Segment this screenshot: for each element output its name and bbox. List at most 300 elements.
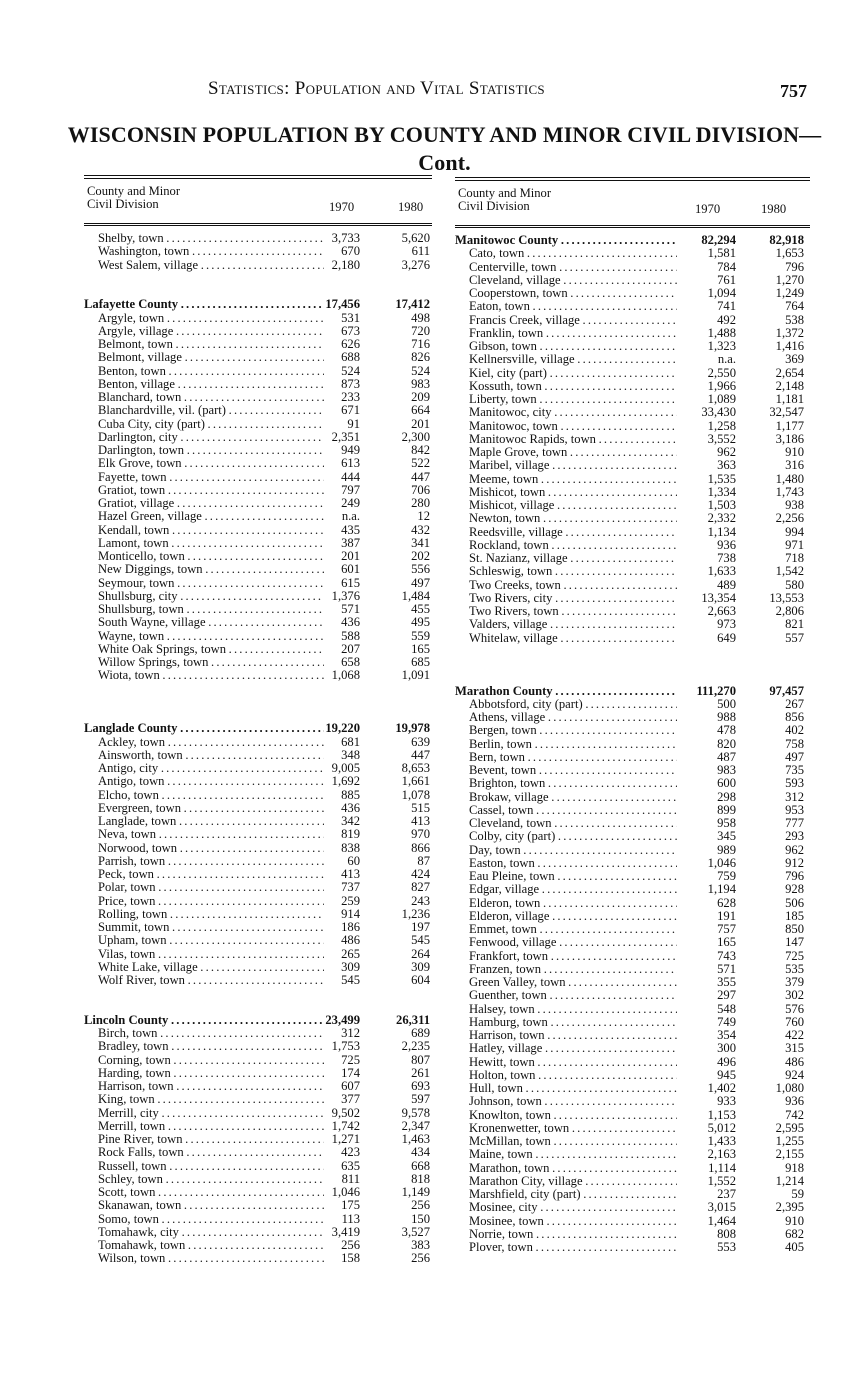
division-name: Plover, town . . . <box>469 1241 677 1254</box>
population-1980: 264 <box>411 946 430 961</box>
population-1970: 524 <box>341 363 360 378</box>
population-1980: 19,978 <box>395 721 430 736</box>
population-1980: 524 <box>411 363 430 378</box>
population-1980: 506 <box>785 895 804 910</box>
population-1980: 2,595 <box>775 1120 804 1135</box>
division-name: Kendall, town . . . <box>98 524 324 537</box>
table-row <box>455 1069 810 1082</box>
table-row <box>455 367 810 380</box>
population-1970: 158 <box>341 1251 360 1266</box>
division-name: Guenther, town . . . <box>469 989 677 1002</box>
population-1980: 1,236 <box>401 906 430 921</box>
table-row <box>455 526 810 539</box>
population-1970: 487 <box>717 749 736 764</box>
population-1970: 500 <box>717 696 736 711</box>
population-1970: 436 <box>341 800 360 815</box>
division-name: Schley, town . . . <box>98 1173 324 1186</box>
population-1980: 424 <box>411 867 430 881</box>
table-row <box>455 300 810 313</box>
division-name: Reedsville, village . . . <box>469 526 677 539</box>
population-1970: 33,430 <box>701 405 736 420</box>
division-name: Gratiot, village . . . <box>98 497 324 510</box>
county-row <box>84 298 432 311</box>
division-name: Upham, town . . . <box>98 934 324 947</box>
table-row <box>84 1160 432 1173</box>
division-name: Marshfield, city (part) . . . <box>469 1188 677 1201</box>
table-row <box>84 948 432 961</box>
table-row <box>455 844 810 857</box>
population-1980: 185 <box>785 908 804 923</box>
population-1970: 615 <box>341 575 360 590</box>
population-1970: 1,046 <box>331 1185 360 1199</box>
header-division-line-2: Civil Division <box>458 199 530 213</box>
division-name: Antigo, city . . . <box>98 762 324 775</box>
population-1970: 1,089 <box>707 392 736 406</box>
division-name: Franklin, town . . . <box>469 327 677 340</box>
population-1980: 685 <box>411 655 430 669</box>
table-row <box>84 563 432 576</box>
population-1980: 1,149 <box>401 1185 430 1199</box>
population-1970: 548 <box>717 1001 736 1016</box>
division-name: Bevent, town . . . <box>469 764 677 777</box>
table-row <box>455 287 810 300</box>
division-name: Abbotsford, city (part) . . . <box>469 698 677 711</box>
table-row <box>455 1029 810 1042</box>
division-name: Marathon County . . . <box>455 685 677 698</box>
population-1980: 26,311 <box>396 1012 430 1027</box>
population-1980: 597 <box>411 1092 430 1107</box>
table-row <box>84 1067 432 1080</box>
population-1980: 796 <box>785 869 804 883</box>
population-1970: 249 <box>341 496 360 510</box>
population-1970: 345 <box>717 829 736 844</box>
table-row <box>455 1016 810 1029</box>
population-1980: 1,270 <box>775 272 804 287</box>
table-row <box>84 338 432 351</box>
division-name: Cleveland, town . . . <box>469 817 677 830</box>
population-1970: 914 <box>341 906 360 921</box>
population-1970: 19,220 <box>325 721 360 736</box>
population-1970: 545 <box>341 973 360 987</box>
population-1970: 626 <box>341 337 360 351</box>
population-1970: 478 <box>717 723 736 738</box>
population-1980: 910 <box>785 1213 804 1228</box>
population-1970: 2,180 <box>331 257 360 272</box>
population-1980: 1,214 <box>775 1173 804 1188</box>
table-row <box>455 950 810 963</box>
division-name: Newton, town . . . <box>469 512 677 525</box>
division-name: Two Rivers, city . . . <box>469 592 677 605</box>
population-1970: 348 <box>341 747 360 762</box>
population-1980: 764 <box>785 299 804 314</box>
table-row <box>455 817 810 830</box>
population-1980: 1,743 <box>775 484 804 499</box>
division-name: Darlington, city . . . <box>98 431 324 444</box>
population-1980: 8,653 <box>401 761 430 775</box>
population-1970: 962 <box>717 445 736 459</box>
table-row <box>455 592 810 605</box>
population-1980: 495 <box>411 615 430 630</box>
table-row <box>84 1080 432 1093</box>
population-1970: 233 <box>341 390 360 404</box>
table-row <box>84 391 432 404</box>
population-1980: 593 <box>785 776 804 791</box>
population-1980: 1,661 <box>401 774 430 789</box>
table-row <box>455 1042 810 1055</box>
population-1980: 455 <box>411 602 430 616</box>
division-name: Wayne, town . . . <box>98 630 324 643</box>
population-1980: 1,484 <box>401 588 430 603</box>
table-row <box>455 499 810 512</box>
population-1980: 13,553 <box>769 590 804 605</box>
population-1970: 312 <box>341 1026 360 1040</box>
division-name: Gibson, town . . . <box>469 340 677 353</box>
section-title: Statistics: Population and Vital Statistics <box>208 78 545 99</box>
spacer <box>455 671 810 684</box>
division-name: Parrish, town . . . <box>98 855 324 868</box>
population-1980: 302 <box>785 988 804 1003</box>
population-1970: 1,323 <box>707 339 736 353</box>
population-1970: 1,271 <box>331 1132 360 1146</box>
division-name: Frankfort, town . . . <box>469 950 677 963</box>
population-1980: 983 <box>411 376 430 391</box>
population-1980: 3,527 <box>401 1224 430 1239</box>
division-name: Ackley, town . . . <box>98 736 324 749</box>
population-1970: 2,663 <box>707 604 736 618</box>
division-name: Pine River, town . . . <box>98 1133 324 1146</box>
table-row <box>84 603 432 616</box>
table-row <box>455 1175 810 1188</box>
population-1980: 12 <box>417 509 430 524</box>
population-1970: 688 <box>341 350 360 365</box>
population-1970: 819 <box>341 827 360 842</box>
population-1980: 2,654 <box>775 365 804 380</box>
population-1970: 1,334 <box>707 484 736 499</box>
population-1980: 447 <box>411 747 430 762</box>
division-name: White Oak Springs, town . . . <box>98 643 324 656</box>
population-1980: 315 <box>785 1041 804 1056</box>
population-1980: 720 <box>411 323 430 338</box>
population-1980: 559 <box>411 628 430 643</box>
population-1980: 818 <box>411 1171 430 1186</box>
population-1980: 639 <box>411 734 430 749</box>
division-name: Birch, town . . . <box>98 1027 324 1040</box>
division-name: Marathon City, village . . . <box>469 1175 677 1188</box>
population-1970: 265 <box>341 946 360 961</box>
population-1970: 808 <box>717 1226 736 1241</box>
table-row <box>455 777 810 790</box>
population-1980: 1,463 <box>401 1132 430 1146</box>
table-row <box>455 565 810 578</box>
population-1980: 1,091 <box>401 668 430 683</box>
table-row <box>84 1252 432 1265</box>
division-name: Antigo, town . . . <box>98 775 324 788</box>
population-1980: 928 <box>785 882 804 897</box>
population-1970: 1,535 <box>707 471 736 486</box>
population-1970: 571 <box>717 961 736 976</box>
table-row <box>84 245 432 258</box>
table-row <box>455 393 810 406</box>
population-1980: 2,235 <box>401 1039 430 1054</box>
population-1980: 17,412 <box>395 297 430 312</box>
table-row <box>84 312 432 325</box>
population-1970: 17,456 <box>325 297 360 312</box>
population-1970: 186 <box>341 920 360 934</box>
population-1970: 983 <box>717 763 736 777</box>
division-name: Argyle, village . . . <box>98 325 324 338</box>
division-name: Hamburg, town . . . <box>469 1016 677 1029</box>
division-name: Athens, village . . . <box>469 711 677 724</box>
population-1970: 1,376 <box>331 588 360 603</box>
population-1980: 497 <box>411 575 430 590</box>
population-1980: 97,457 <box>769 683 804 698</box>
population-1970: 2,550 <box>707 365 736 380</box>
division-name: Gratiot, town . . . <box>98 484 324 497</box>
table-row <box>84 1093 432 1106</box>
population-1980: 1,542 <box>775 564 804 579</box>
table-row <box>455 420 810 433</box>
header-division <box>87 185 180 211</box>
division-name: Blanchard, town . . . <box>98 391 324 404</box>
table-row <box>84 775 432 788</box>
division-name: Valders, village . . . <box>469 618 677 631</box>
population-1970: 3,552 <box>707 431 736 446</box>
table-row <box>455 870 810 883</box>
table-row <box>84 616 432 629</box>
population-1980: 777 <box>785 816 804 830</box>
population-1970: 2,163 <box>707 1147 736 1162</box>
division-name: Benton, village . . . <box>98 378 324 391</box>
division-name: Centerville, town . . . <box>469 261 677 274</box>
division-name: Norrie, town . . . <box>469 1228 677 1241</box>
population-1980: 580 <box>785 577 804 592</box>
division-name: Whitelaw, village . . . <box>469 632 677 645</box>
division-name: Shullsburg, town . . . <box>98 603 324 616</box>
table-row <box>455 989 810 1002</box>
population-1970: 989 <box>717 842 736 857</box>
table-row <box>84 1239 432 1252</box>
division-name: McMillan, town . . . <box>469 1135 677 1148</box>
division-name: Polar, town . . . <box>98 881 324 894</box>
division-name: Manitowoc, town . . . <box>469 420 677 433</box>
population-1980: 953 <box>785 802 804 817</box>
division-name: Meeme, town . . . <box>469 473 677 486</box>
population-1980: 535 <box>785 961 804 976</box>
division-name: Halsey, town . . . <box>469 1003 677 1016</box>
table-row <box>455 406 810 419</box>
table-row <box>84 921 432 934</box>
header-1980: 1980 <box>398 200 424 214</box>
population-1980: 693 <box>411 1079 430 1093</box>
table-row <box>455 857 810 870</box>
population-1980: 668 <box>411 1158 430 1173</box>
table-row <box>455 724 810 737</box>
division-name: Two Creeks, town . . . <box>469 579 677 592</box>
population-1970: 1,581 <box>707 246 736 261</box>
population-1980: 369 <box>785 352 804 367</box>
population-1970: 899 <box>717 802 736 817</box>
population-1970: 1,153 <box>707 1107 736 1122</box>
table-row <box>455 830 810 843</box>
table-row <box>455 738 810 751</box>
population-1970: 23,499 <box>325 1012 360 1027</box>
population-1970: 259 <box>341 893 360 908</box>
population-1970: 873 <box>341 376 360 391</box>
table-row <box>455 698 810 711</box>
division-name: Rolling, town . . . <box>98 908 324 921</box>
table-row <box>455 883 810 896</box>
population-1970: 436 <box>341 615 360 630</box>
population-1980: 742 <box>785 1107 804 1122</box>
division-name: Monticello, town . . . <box>98 550 324 563</box>
division-name: Bergen, town . . . <box>469 724 677 737</box>
division-name: Tomahawk, city . . . <box>98 1226 324 1239</box>
population-1980: 293 <box>785 829 804 844</box>
table-row <box>84 537 432 550</box>
header-1970: 1970 <box>695 202 721 216</box>
spacer <box>84 683 432 710</box>
table-row <box>455 711 810 724</box>
division-name: Skanawan, town . . . <box>98 1199 324 1212</box>
table-row <box>84 431 432 444</box>
population-1970: 671 <box>341 403 360 418</box>
division-name: Price, town . . . <box>98 895 324 908</box>
division-name: White Lake, village . . . <box>98 961 324 974</box>
population-1970: 571 <box>341 602 360 616</box>
population-1970: 1,966 <box>707 378 736 393</box>
population-1980: 316 <box>785 458 804 473</box>
table-row <box>455 473 810 486</box>
population-1980: 486 <box>785 1054 804 1069</box>
table-row <box>455 353 810 366</box>
division-name: Rockland, town . . . <box>469 539 677 552</box>
population-1970: 601 <box>341 562 360 577</box>
division-name: Schleswig, town . . . <box>469 565 677 578</box>
division-name: Cassel, town . . . <box>469 804 677 817</box>
division-name: Elcho, town . . . <box>98 789 324 802</box>
population-1980: 209 <box>411 390 430 404</box>
population-1970: 363 <box>717 458 736 473</box>
right-table <box>455 177 810 1254</box>
population-1970: 658 <box>341 655 360 669</box>
population-1980: 422 <box>785 1028 804 1042</box>
division-name: Washington, town . . . <box>98 245 324 258</box>
division-name: Lincoln County . . . <box>84 1014 324 1027</box>
population-1970: 588 <box>341 628 360 643</box>
population-1970: 435 <box>341 522 360 537</box>
county-row <box>455 685 810 698</box>
table-row <box>84 365 432 378</box>
population-1980: 1,078 <box>401 787 430 802</box>
population-1970: 784 <box>717 259 736 274</box>
left-table <box>84 175 432 1266</box>
population-1980: 912 <box>785 855 804 870</box>
page-title-line-2: Cont. <box>418 150 471 175</box>
division-name: Day, town . . . <box>469 844 677 857</box>
population-1970: 342 <box>341 814 360 828</box>
population-1970: 9,005 <box>331 761 360 775</box>
population-1970: 1,433 <box>707 1134 736 1148</box>
population-1980: 243 <box>411 893 430 908</box>
population-1970: 9,502 <box>331 1105 360 1120</box>
population-1980: 447 <box>411 469 430 484</box>
population-1970: 936 <box>717 537 736 552</box>
rows-right <box>455 234 810 1254</box>
population-1970: 1,503 <box>707 498 736 512</box>
population-1980: 2,300 <box>401 429 430 444</box>
division-name: Willow Springs, town . . . <box>98 656 324 669</box>
population-1980: 2,395 <box>775 1200 804 1215</box>
division-name: Cleveland, village . . . <box>469 274 677 287</box>
table-row <box>84 497 432 510</box>
division-name: Tomahawk, town . . . <box>98 1239 324 1252</box>
table-row <box>84 484 432 497</box>
population-1970: 958 <box>717 816 736 830</box>
table-row <box>455 446 810 459</box>
population-1980: 718 <box>785 551 804 565</box>
population-1970: 492 <box>717 312 736 327</box>
population-1970: 670 <box>341 244 360 259</box>
division-name: Knowlton, town . . . <box>469 1109 677 1122</box>
division-name: New Diggings, town . . . <box>98 563 324 576</box>
population-1970: 13,354 <box>701 590 736 605</box>
population-1980: 538 <box>785 312 804 327</box>
population-1970: 82,294 <box>701 233 736 247</box>
table-row <box>455 791 810 804</box>
division-name: Easton, town . . . <box>469 857 677 870</box>
table-row <box>84 1213 432 1226</box>
table-row <box>84 736 432 749</box>
table-row <box>84 643 432 656</box>
population-1970: 797 <box>341 482 360 497</box>
population-1970: 1,692 <box>331 774 360 789</box>
header-1980: 1980 <box>761 202 787 216</box>
population-1970: 607 <box>341 1079 360 1093</box>
table-row <box>455 1241 810 1254</box>
population-1980: 664 <box>411 403 430 418</box>
table-row <box>455 632 810 645</box>
population-1980: 994 <box>785 524 804 539</box>
population-1980: 1,177 <box>775 418 804 433</box>
header-rule <box>455 225 810 228</box>
table-row <box>455 247 810 260</box>
population-1980: 725 <box>785 948 804 963</box>
population-1980: 1,249 <box>775 286 804 300</box>
division-name: Johnson, town . . . <box>469 1095 677 1108</box>
population-1980: 611 <box>411 244 430 259</box>
population-1970: 3,733 <box>331 231 360 245</box>
population-1980: 1,480 <box>775 471 804 486</box>
table-row <box>84 974 432 987</box>
population-1980: 522 <box>411 456 430 471</box>
population-1970: 256 <box>341 1238 360 1252</box>
population-1970: 628 <box>717 895 736 910</box>
division-name: Harding, town . . . <box>98 1067 324 1080</box>
division-name: Green Valley, town . . . <box>469 976 677 989</box>
population-1970: 749 <box>717 1014 736 1029</box>
table-row <box>84 908 432 921</box>
table-row <box>84 1133 432 1146</box>
population-1970: 1,046 <box>707 855 736 870</box>
division-name: Elk Grove, town . . . <box>98 457 324 470</box>
header-division-line-2: Civil Division <box>87 197 159 211</box>
table-row <box>455 1122 810 1135</box>
table-row <box>84 669 432 682</box>
population-1970: 741 <box>717 299 736 314</box>
table-row <box>84 404 432 417</box>
division-name: Hatley, village . . . <box>469 1042 677 1055</box>
county-row <box>455 234 810 247</box>
